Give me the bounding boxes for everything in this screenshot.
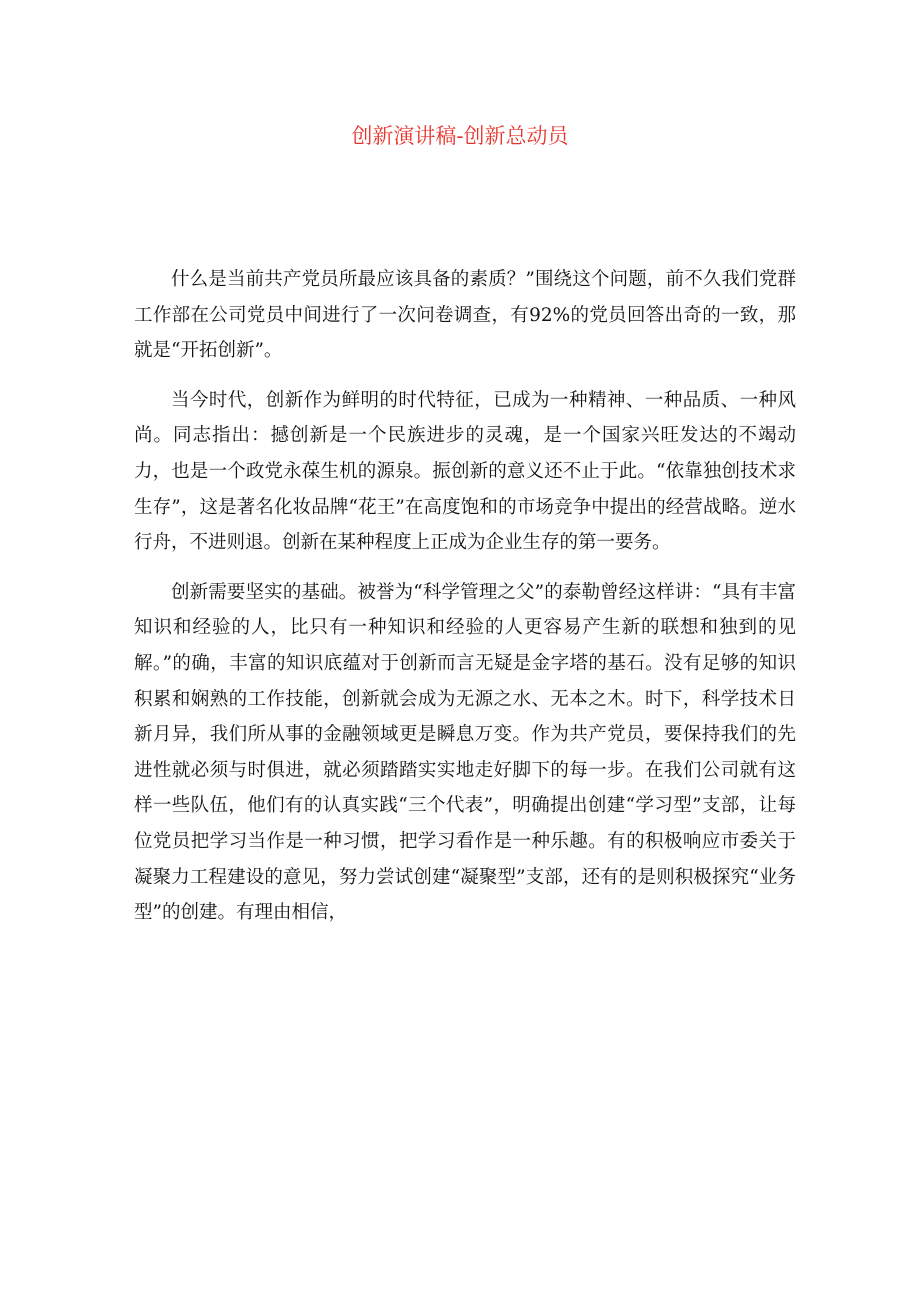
document-title: 创新演讲稿-创新总动员 — [351, 124, 569, 148]
document-body — [134, 262, 796, 945]
paragraph: 当今时代，创新作为鲜明的时代特征，已成为一种精神、一种品质、一种风尚。同志指出：撼创新是一个民族进步的灵魂，是一个国家兴旺发达的不竭动力，也是一个政党永葆生机的源泉。振创新的意义还不止于此。“依靠独创技术求生存”，这是著名化妆品牌“花王”在高度饱和的市场竞争中提出的经营战略。逆水行舟，不进则退。创新在某种程度上正成为企业生存的第一要务。 — [134, 389, 796, 554]
paragraph: 创新需要坚实的基础。被誉为“科学管理之父”的泰勒曾经这样讲：“具有丰富知识和经验的人，比只有一种知识和经验的人更容易产生新的联想和独到的见解。”的确，丰富的知识底蕴对于创新而言无疑是金字塔的基石。没有足够的知识积累和娴熟的工作技能，创新就会成为无源之水、无本之木。时下，科学技术日新月异，我们所从事的金融领域更是瞬息万变。作为共产党员，要保持我们的先进性就必须与时俱进，就必须踏踏实实地走好脚下的每一步。在我们公司就有这样一些队伍，他们有的认真实践“三个代表”，明确提出创建“学习型”支部，让每位党员把学习当作是一种习惯，把学习看作是一种乐趣。有的积极响应市委关于凝聚力工程建设的意见，努力尝试创建“凝聚型”支部，还有的是则积极探究“业务型”的创建。有理由相信， — [134, 581, 796, 924]
paragraph: 什么是当前共产党员所最应该具备的素质？”围绕这个问题，前不久我们党群工作部在公司党员中间进行了一次问卷调查，有92%的党员回答出奇的一致，那就是“开拓创新”。 — [134, 269, 796, 362]
